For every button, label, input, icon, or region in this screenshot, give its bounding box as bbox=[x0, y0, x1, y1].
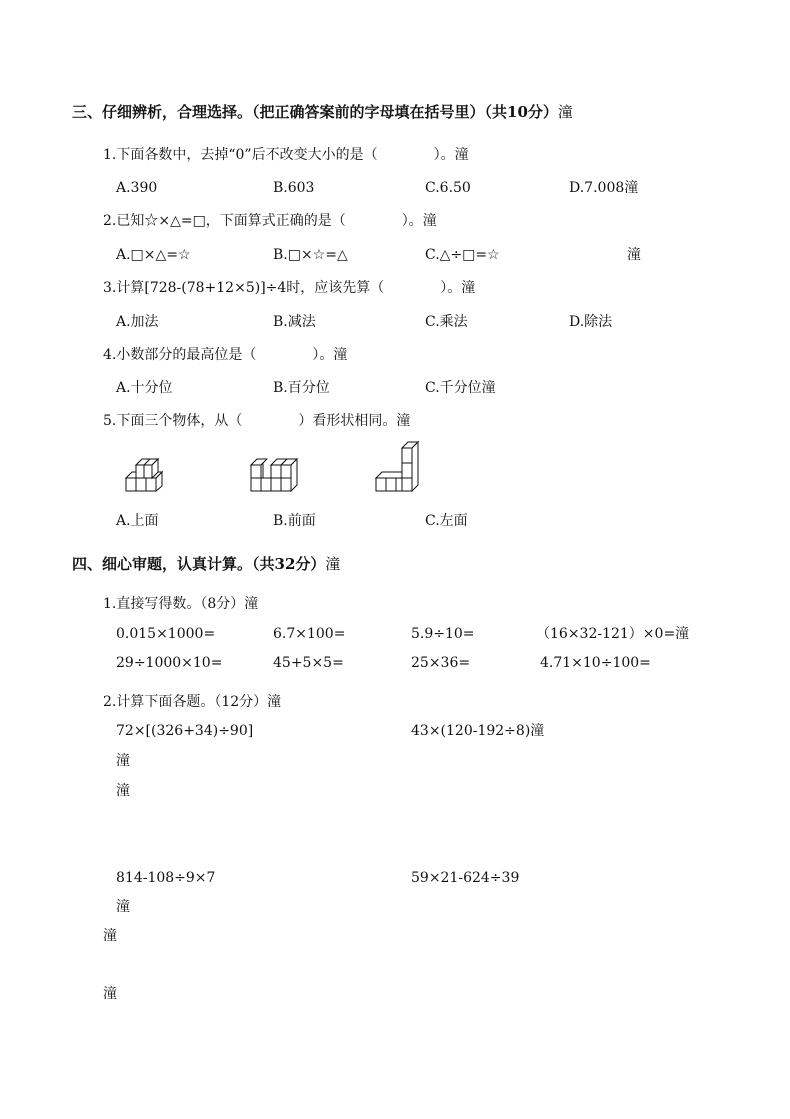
section-3-title: 三、仔细辨析，合理选择。（把正确答案前的字母填在括号里）（共10分）潼 bbox=[72, 103, 573, 121]
question-5-option-b: B.前面 bbox=[273, 513, 316, 529]
calc-2-4: 4.71×10÷100= bbox=[540, 655, 651, 671]
question-3-option-c: C.乘法 bbox=[425, 314, 468, 330]
calc-2-2: 45+5×5= bbox=[273, 655, 344, 671]
question-5-stem: 5.下面三个物体，从（ ）看形状相同。潼 bbox=[103, 413, 411, 429]
question-1-option-d: D.7.008潼 bbox=[569, 180, 639, 196]
part-1-stem: 1.直接写得数。（8分）潼 bbox=[103, 596, 259, 612]
mark-2: 潼 bbox=[116, 783, 130, 799]
mark-4: 潼 bbox=[103, 928, 117, 944]
question-1-stem: 1.下面各数中，去掉“0”后不改变大小的是（ ）。潼 bbox=[103, 147, 469, 163]
calc-1-1: 0.015×1000= bbox=[116, 626, 216, 642]
mark-1: 潼 bbox=[116, 753, 130, 769]
mark-5: 潼 bbox=[103, 986, 117, 1002]
question-4-option-a: A.十分位 bbox=[116, 380, 173, 396]
expression-2: 43×(120-192÷8)潼 bbox=[411, 723, 545, 739]
question-3-stem: 3.计算[728-(78+12×5)]÷4时，应该先算（ ）。潼 bbox=[103, 280, 476, 296]
question-2-option-b: B.□×☆=△ bbox=[273, 247, 348, 263]
question-3-option-d: D.除法 bbox=[569, 314, 613, 330]
expression-1: 72×[(326+34)÷90] bbox=[116, 723, 254, 739]
question-2-option-c: C.△÷□=☆ bbox=[425, 247, 500, 263]
question-1-option-c: C.6.50 bbox=[425, 180, 471, 196]
calc-1-2: 6.7×100= bbox=[273, 626, 346, 642]
cube-figure-c bbox=[374, 440, 426, 492]
question-2-stem: 2.已知☆×△=□，下面算式正确的是（ ）。潼 bbox=[103, 213, 437, 229]
question-4-option-b: B.百分位 bbox=[273, 380, 330, 396]
calc-1-4: （16×32-121）×0=潼 bbox=[536, 626, 690, 642]
question-5-option-a: A.上面 bbox=[116, 513, 159, 529]
question-3-option-a: A.加法 bbox=[116, 314, 159, 330]
cube-figure-b bbox=[249, 456, 301, 492]
calc-2-3: 25×36= bbox=[411, 655, 471, 671]
calc-2-1: 29÷1000×10= bbox=[116, 655, 223, 671]
section-4-title: 四、细心审题，认真计算。（共32分）潼 bbox=[72, 555, 341, 573]
question-2-mark: 潼 bbox=[627, 247, 641, 263]
expression-3: 814-108÷9×7 bbox=[116, 870, 216, 886]
part-2-stem: 2.计算下面各题。（12分）潼 bbox=[103, 694, 282, 710]
question-4-stem: 4.小数部分的最高位是（ ）。潼 bbox=[103, 347, 348, 363]
calc-1-3: 5.9÷10= bbox=[411, 626, 475, 642]
question-3-option-b: B.减法 bbox=[273, 314, 316, 330]
question-2-option-a: A.□×△=☆ bbox=[116, 247, 191, 263]
question-5-option-c: C.左面 bbox=[425, 513, 468, 529]
question-1-option-b: B.603 bbox=[273, 180, 315, 196]
question-1-option-a: A.390 bbox=[116, 180, 158, 196]
mark-3: 潼 bbox=[116, 899, 130, 915]
expression-4: 59×21-624÷39 bbox=[411, 870, 520, 886]
cube-figure-a bbox=[124, 456, 176, 492]
question-4-option-c: C.千分位潼 bbox=[425, 380, 496, 396]
